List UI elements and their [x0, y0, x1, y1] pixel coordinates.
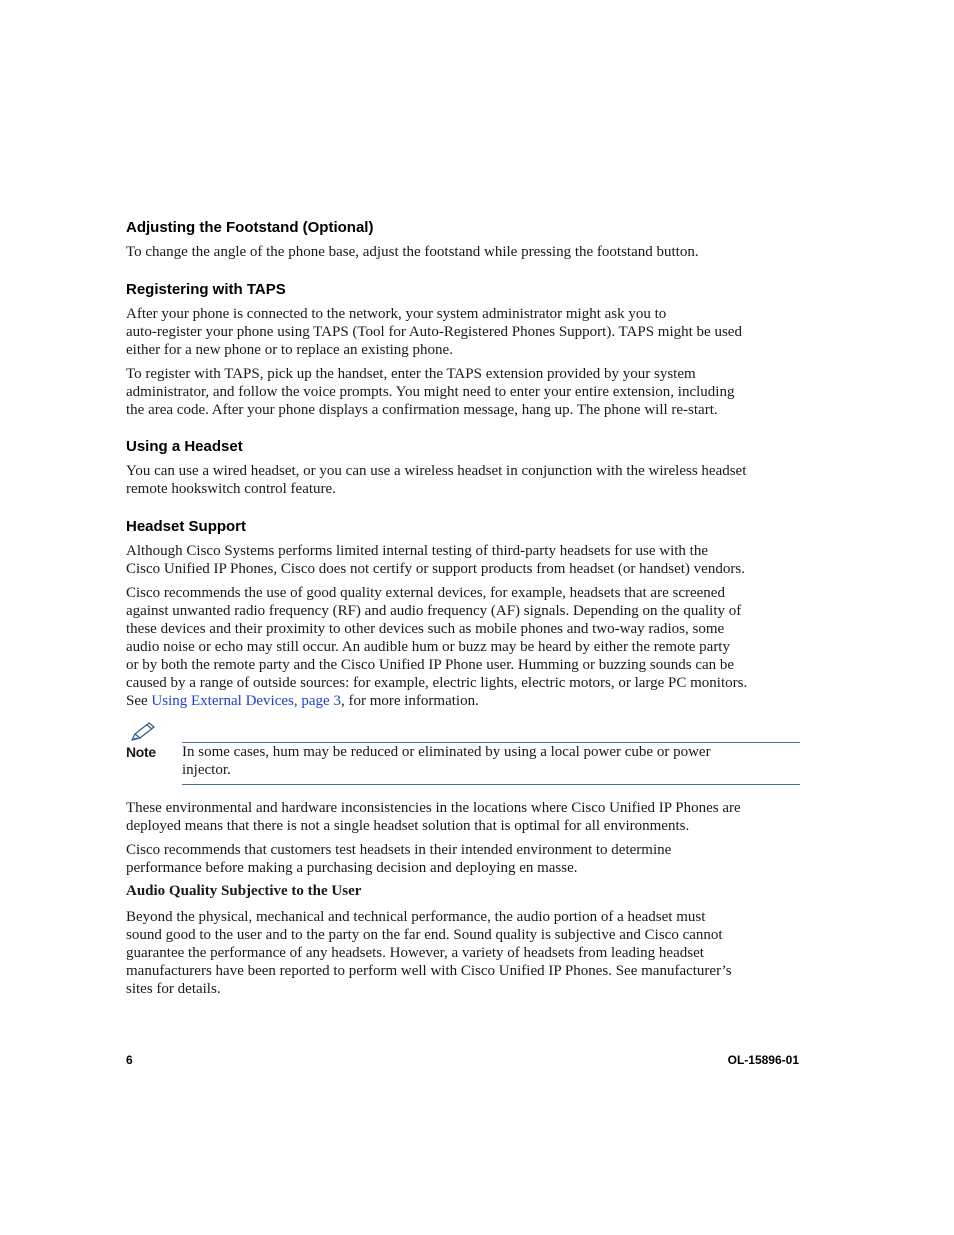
text-line: manufacturers have been reported to perform well with Cisco Unified IP Phones. See manufacturer’s — [126, 963, 732, 979]
paragraph-support-2 — [126, 584, 800, 710]
text-line: You can use a wired headset, or you can use a wireless headset in conjunction with the wireless headset — [126, 463, 747, 479]
paragraph-taps-2 — [126, 365, 800, 419]
paragraph-taps-1 — [126, 305, 800, 359]
text-line: In some cases, hum may be reduced or eliminated by using a local power cube or power — [182, 744, 711, 760]
text-line: auto-register your phone using TAPS (Tool for Auto-Registered Phones Support). TAPS might be used — [126, 324, 742, 340]
text-line: Beyond the physical, mechanical and technical performance, the audio portion of a headset must — [126, 909, 706, 925]
text-line: the area code. After your phone displays a confirmation message, hang up. The phone will re-start. — [126, 402, 718, 418]
text-line: either for a new phone or to replace an existing phone. — [126, 342, 453, 358]
paragraph-support-1 — [126, 542, 800, 578]
text-line: After your phone is connected to the network, your system administrator might ask you to — [126, 306, 667, 322]
text-line: deployed means that there is not a single headset solution that is optimal for all environments. — [126, 818, 690, 834]
document-id: OL-15896-01 — [727, 1053, 799, 1067]
paragraph-support-3 — [126, 799, 800, 835]
text-line: sites for details. — [126, 981, 221, 997]
note-label: Note — [126, 744, 156, 760]
text-line: administrator, and follow the voice prompts. You might need to enter your entire extension, including — [126, 384, 735, 400]
note-text — [182, 743, 792, 779]
text-line: Cisco recommends that customers test headsets in their intended environment to determine — [126, 842, 672, 858]
heading-audio-quality: Audio Quality Subjective to the User — [126, 883, 362, 899]
pencil-icon — [128, 721, 158, 743]
text-line: performance before making a purchasing decision and deploying en masse. — [126, 860, 578, 876]
text-line: these devices and their proximity to other devices such as mobile phones and two-way radios, some — [126, 621, 725, 637]
text-line: Cisco Unified IP Phones, Cisco does not certify or support products from headset (or handset) vendors. — [126, 561, 745, 577]
text-line: To change the angle of the phone base, adjust the footstand while pressing the footstand button. — [126, 244, 699, 260]
link-using-external-devices[interactable]: Using External Devices, page 3 — [151, 693, 341, 709]
heading-taps: Registering with TAPS — [126, 281, 286, 298]
text-line: injector. — [182, 762, 231, 778]
text-line: guarantee the performance of any headsets. However, a variety of headsets from leading headset — [126, 945, 704, 961]
text-line: sound good to the user and to the party on the far end. Sound quality is subjective and Cisco cannot — [126, 927, 723, 943]
text-line: Cisco recommends the use of good quality external devices, for example, headsets that are screened — [126, 585, 725, 601]
paragraph-audio — [126, 908, 800, 998]
page-number: 6 — [126, 1053, 133, 1067]
note-bottom-rule — [182, 784, 800, 785]
text-line: or by both the remote party and the Cisco Unified IP Phone user. Humming or buzzing sounds can be — [126, 657, 735, 673]
text-line: remote hookswitch control feature. — [126, 481, 336, 497]
heading-headset: Using a Headset — [126, 438, 243, 455]
text-fragment: , for more information. — [340, 693, 479, 709]
text-fragment: See — [126, 693, 152, 709]
text-line: Although Cisco Systems performs limited internal testing of third-party headsets for use with the — [126, 543, 708, 559]
text-line: To register with TAPS, pick up the handset, enter the TAPS extension provided by your system — [126, 366, 696, 382]
text-line — [126, 692, 800, 710]
heading-headset-support: Headset Support — [126, 518, 247, 535]
heading-footstand: Adjusting the Footstand (Optional) — [126, 219, 374, 236]
paragraph-support-4 — [126, 841, 800, 877]
text-line: These environmental and hardware inconsistencies in the locations where Cisco Unified IP Phones are — [126, 800, 741, 816]
paragraph-headset — [126, 462, 800, 498]
text-line: audio noise or echo may still occur. An audible hum or buzz may be heard by either the remote party — [126, 639, 730, 655]
text-line: against unwanted radio frequency (RF) and audio frequency (AF) signals. Depending on the quality of — [126, 603, 742, 619]
paragraph-footstand — [126, 243, 800, 261]
text-line: caused by a range of outside sources: for example, electric lights, electric motors, or large PC monitors. — [126, 675, 748, 691]
